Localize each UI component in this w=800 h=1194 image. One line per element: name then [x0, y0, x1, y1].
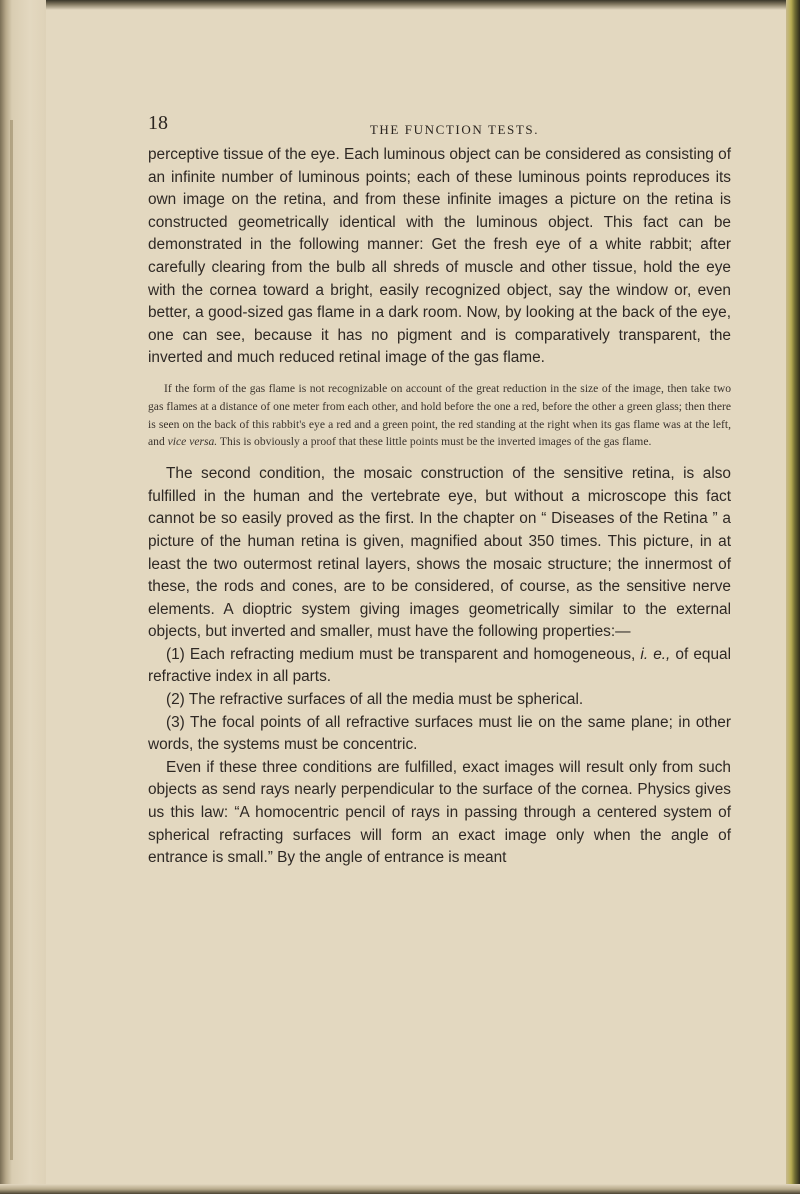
- note-text-after: This is obviously a proof that these little points must be the inverted images of the gas flame.: [217, 435, 652, 449]
- page-header: [148, 112, 731, 144]
- page-number: 18: [148, 112, 168, 134]
- running-title: THE FUNCTION TESTS.: [369, 122, 540, 137]
- paragraph-homocentric-law: Even if these three conditions are fulfilled, exact images will result only from such objects as send rays nearly perpendicular to the surface of the cornea. Physics gives us this law: “A homocentric pencil of rays in passing through a centered system of spherical refracting surfaces will form an exact image only when the angle of entrance is small.” By the angle of entrance is meant: [148, 758, 731, 867]
- paragraph-mosaic-construction: The second condition, the mosaic construction of the sensitive retina, is also fulfilled in the human and the vertebrate eye, but without a microscope this fact cannot be so easily proved as the first. In the chapter on “ Diseases of the Retina ” a picture of the human retina is given, magnified about 350 times. This picture, in at least the two outermost retinal layers, shows the mosaic structure; the innermost of these, the rods and cones, are to be considered, of course, as the sensitive nerve elements. A dioptric system giving images geometrically similar to the external objects, but inverted and smaller, must have the following properties:—: [148, 465, 731, 641]
- property-2: (2) The refractive surfaces of all the media must be spherical.: [166, 691, 584, 709]
- note-text-before: If the form of the gas flame is not recognizable on account of the great reduction in the size of the image, then take two gas flames at a distance of one meter from each other, and hold before the one a red, before the other a green glass; then there is seen on the back of this rabbit's eye a red and a green point, the red standing at the right when its gas flame was at the left, and: [148, 381, 731, 449]
- page-right-edge: [786, 0, 800, 1194]
- property-1: [148, 644, 731, 689]
- paragraph-retinal-image: perceptive tissue of the eye. Each luminous object can be considered as consisting of an infinite number of luminous points; each of these luminous points reproduces its own image on the retina, and from these infinite images a picture on the retina is constructed geometrically identical with the luminous object. This fact can be demonstrated in the following manner: Get the fresh eye of a white rabbit; after carefully clearing from the bulb all shreds of muscle and other tissue, hold the eye with the cornea toward a bright, easily recognized object, say the window or, even better, a good-sized gas flame in a dark room. Now, by looking at the back of the eye, one can see, because it has no pigment and is comparatively transparent, the inverted and much reduced retinal image of the gas flame.: [148, 146, 731, 367]
- book-binding-edge: [0, 0, 46, 1194]
- page-top-shadow: [0, 0, 800, 10]
- property-1-after: of equal refractive index in all parts.: [148, 645, 731, 686]
- property-3: (3) The focal points of all refractive surfaces must lie on the same plane; in other words, the systems must be concentric.: [148, 713, 731, 754]
- property-1-before: (1) Each refracting medium must be transparent and homogeneous,: [166, 645, 641, 663]
- book-page: [148, 112, 731, 870]
- footnote-gas-flame: [148, 380, 731, 451]
- page-bottom-shadow: [0, 1184, 800, 1194]
- property-1-italic: i. e.,: [640, 645, 671, 663]
- note-italic: vice versa.: [167, 435, 218, 449]
